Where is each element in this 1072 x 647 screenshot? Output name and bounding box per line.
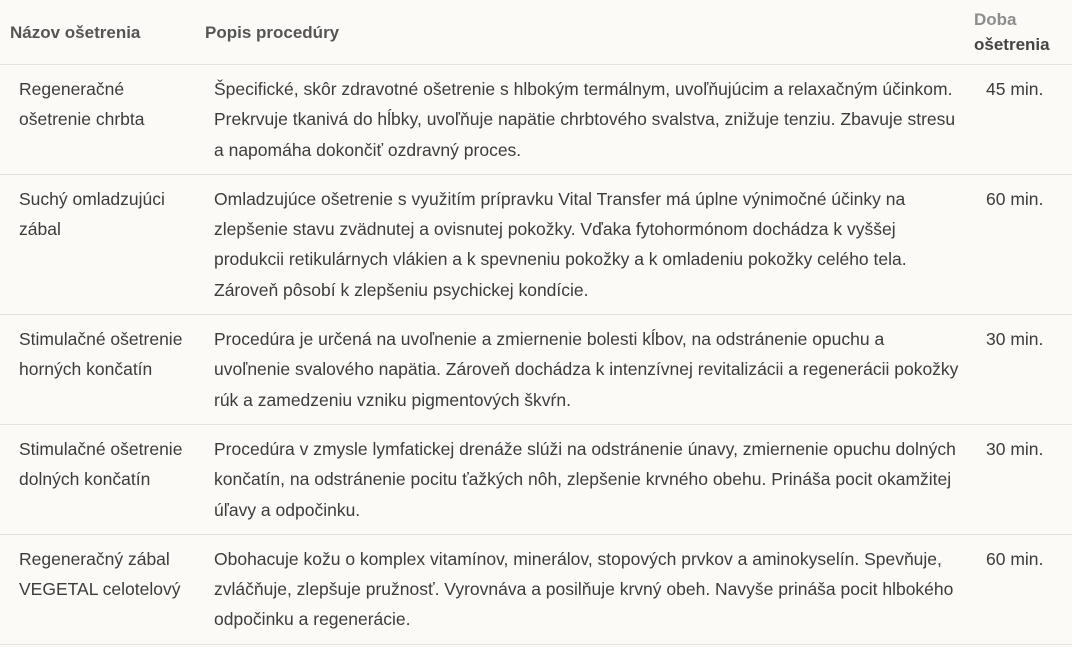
treatment-description: Omladzujúce ošetrenie s využitím prípravku Vital Transfer má úplne výnimočné účinky na zlepšenie stavu zvädnutej a ovisnutej pokožky. Vďaka fytohormónom dochádza k vyššej produkcii retikulárnych vlákien a k spevneniu pokožky a k omladeniu pokožky celého tela. Zároveň pôsobí k zlepšeniu psychickej kondície. (214, 188, 907, 300)
treatment-name: Suchý omladzujúci zábal (19, 188, 165, 240)
treatment-description: Špecifické, skôr zdravotné ošetrenie s hlbokým termálnym, uvoľňujúcim a relaxačným účinkom. Prekrvuje tkanivá do hĺbky, uvoľňuje napätie chrbtového svalstva, znižuje tenziu. Zbavuje stresu a napomáha dokončiť ozdravný proces. (214, 79, 956, 160)
treatment-duration: 30 min. (986, 329, 1044, 350)
treatment-duration: 30 min. (986, 438, 1044, 459)
table-body (0, 65, 1072, 645)
table-row (0, 65, 1072, 175)
header-description: Popis procedúry (205, 22, 340, 42)
header-duration-line2: ošetrenia (974, 35, 1050, 54)
treatment-duration: 60 min. (986, 188, 1044, 209)
header-duration-line1: Doba (974, 10, 1017, 29)
treatment-duration: 45 min. (986, 79, 1044, 99)
treatment-name: Regeneračný zábal VEGETAL celotelový (19, 548, 181, 600)
treatment-name: Stimulačné ošetrenie horných končatín (19, 329, 183, 380)
header-row (0, 0, 1072, 65)
table-header (0, 0, 1072, 65)
table-row (0, 424, 1072, 534)
treatment-description: Obohacuje kožu o komplex vitamínov, minerálov, stopových prvkov a aminokyselín. Spevňuje, zvláčňuje, zlepšuje pružnosť. Vyrovnáva a posilňuje krvný obeh. Navyše prináša pocit hlbokého odpočinku a regenerácie. (214, 548, 954, 630)
treatment-description: Procedúra je určená na uvoľnenie a zmiernenie bolesti kĺbov, na odstránenie opuchu a uvoľnenie svalového napätia. Zároveň dochádza k intenzívnej revitalizácii a regenerácii pokožky rúk a zamedzeniu vzniku pigmentových škvŕn. (214, 329, 959, 410)
treatment-duration: 60 min. (986, 548, 1044, 569)
header-name: Názov ošetrenia (10, 22, 141, 42)
header-duration (969, 0, 1072, 65)
treatment-name: Regeneračné ošetrenie chrbta (19, 79, 145, 130)
treatment-description: Procedúra v zmysle lymfatickej drenáže slúži na odstránenie únavy, zmiernenie opuchu dolných končatín, na odstránenie pocitu ťažkých nôh, zlepšenie krvného obehu. Prináša pocit okamžitej úľavy a odpočinku. (214, 438, 956, 520)
table-row (0, 174, 1072, 314)
table-row (0, 534, 1072, 644)
treatment-name: Stimulačné ošetrenie dolných končatín (19, 438, 183, 490)
table-row (0, 315, 1072, 425)
